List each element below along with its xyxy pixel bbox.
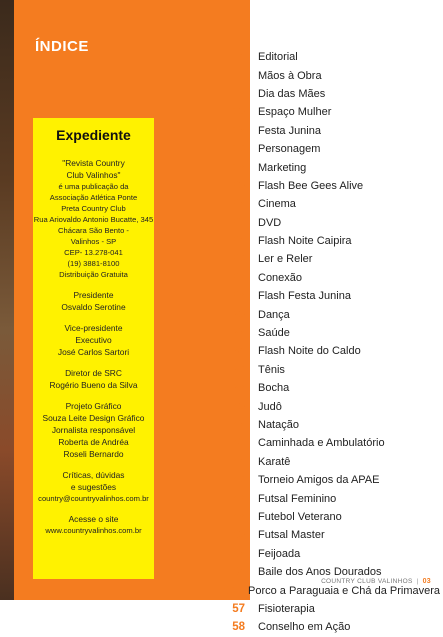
toc-title: Festa Junina [258,124,321,137]
expediente-line: Osvaldo Serotine [61,302,126,312]
toc-page-number: 44 [232,455,245,468]
expediente-line: é uma publicação da [58,182,129,191]
toc-page-number: 20 [232,179,245,192]
toc-title: Futsal Feminino [258,492,337,505]
toc-page-number: 48 [232,510,245,523]
expediente-line: Roberta de Andréa [58,437,129,447]
toc-page-number: 38 [232,382,245,395]
toc-entry[interactable] [205,66,440,84]
page-footer [321,578,431,585]
expediente-spacer [33,358,154,367]
toc-entry[interactable] [205,397,440,415]
toc-title: Fisioterapia [258,602,315,615]
toc-page-number: 46 [232,474,245,487]
expediente-line: Projeto Gráfico [65,401,122,411]
toc-page-number: 47 [232,492,245,505]
toc-page-number: 58 [232,621,245,634]
toc-title: Torneio Amigos da APAE [258,474,380,487]
index-title: ÍNDICE [35,38,89,55]
toc-page-number: 43 [232,437,245,450]
expediente-line: e sugestões [70,482,117,492]
toc-page-number: 54 [232,566,245,579]
expediente-spacer [33,504,154,513]
expediente-line: Souza Leite Design Gráfico [42,413,145,423]
toc-entry[interactable] [205,361,440,379]
toc-title: Caminhada e Ambulatório [258,437,385,450]
toc-page-number: 12 [232,124,245,137]
toc-entry[interactable] [205,287,440,305]
toc-page-number: 32 [232,327,245,340]
expediente-spacer [33,460,154,469]
toc-title: Dia das Mães [258,87,326,100]
expediente-lines [33,157,154,536]
toc-entry[interactable] [205,177,440,195]
toc-page-number: 8 [238,87,245,100]
toc-title: DVD [258,216,282,229]
toc-title: Conselho em Ação [258,621,351,634]
toc-page-number: 24 [232,235,245,248]
expediente-line: CEP- 13.278-041 [64,248,123,257]
expediente-line: Vice-presidente [64,323,123,333]
toc-entry[interactable] [205,140,440,158]
toc-page-number: 57 [232,602,245,615]
toc-title: Flash Noite Caipira [258,235,352,248]
expediente-title: Expediente [56,127,131,143]
toc-title: Flash Festa Junina [258,290,351,303]
toc-entry[interactable] [205,85,440,103]
toc-entry[interactable] [205,600,440,618]
toc-page-number: 56 [222,584,235,597]
expediente-line: Rua Ariovaldo Antonio Bucatte, 345 [33,215,154,224]
toc-page-number: 16 [232,143,245,156]
toc-entry[interactable] [205,232,440,250]
expediente-line: (19) 3881-8100 [67,259,120,268]
toc-title: Natação [258,419,299,431]
toc-entry[interactable] [205,434,440,452]
toc-entry[interactable] [205,48,440,66]
toc-page-number: 42 [232,419,245,431]
expediente-line: Preta Country Club [61,204,126,213]
expediente-line: Valinhos - SP [70,237,117,246]
toc-title: Karatê [258,455,291,468]
toc-title: Bocha [258,382,290,395]
toc-title: Personagem [258,143,321,156]
toc-entry[interactable] [205,471,440,489]
toc-entry[interactable] [205,195,440,213]
toc-page-number: 40 [232,400,245,413]
toc-title: Cinema [258,198,296,211]
toc-page-number: 28 [232,290,245,303]
toc-entry[interactable] [205,324,440,342]
toc-title: Baile dos Anos Dourados [258,566,382,579]
toc-page-number: 4 [238,51,245,64]
toc-title: Judô [258,400,282,413]
expediente-box [33,118,154,579]
expediente-line: Roseli Bernardo [63,449,124,459]
expediente-spacer [33,280,154,289]
expediente-spacer [33,313,154,322]
toc-entry[interactable] [205,545,440,563]
expediente-line: Presidente [73,290,114,300]
toc-page-number: 26 [232,253,245,266]
toc-entry[interactable] [205,453,440,471]
toc-entry[interactable] [205,618,440,636]
toc-page-number: 50 [232,529,245,542]
table-of-contents [205,48,440,637]
toc-entry[interactable] [205,158,440,176]
expediente-line: Distribuição Gratuita [59,270,128,279]
toc-title: Dança [258,308,290,321]
footer-separator: | [416,578,419,585]
expediente-line: Chácara São Bento - [58,226,129,235]
toc-page-number: 36 [232,363,245,376]
toc-page-number: 5 [238,69,245,82]
photo-strip [0,0,14,600]
toc-page-number: 34 [232,345,245,358]
expediente-line: José Carlos Sartori [57,347,130,357]
expediente-line: Acesse o site [68,514,119,524]
toc-title: Futsal Master [258,529,325,542]
toc-title: Feijoada [258,547,301,560]
toc-title: Mãos à Obra [258,69,322,82]
footer-magazine-name: COUNTRY CLUB VALINHOS [321,578,413,585]
toc-title: Ler e Reler [258,253,313,266]
toc-title: Porco a Paraguaia e Chá da Primavera [248,584,440,597]
toc-entry[interactable] [205,250,440,268]
expediente-line: Rogério Bueno da Silva [49,380,138,390]
expediente-line: Executivo [75,335,112,345]
expediente-line: country@countryvalinhos.com.br [38,494,149,503]
toc-title: Marketing [258,161,307,174]
toc-title: Editorial [258,51,298,64]
toc-title: Espaço Mulher [258,106,332,119]
toc-title: Saúde [258,327,290,340]
toc-page-number: 10 [232,106,245,119]
toc-entry[interactable] [205,489,440,507]
toc-page-number: 23 [232,216,245,229]
toc-entry[interactable] [205,214,440,232]
expediente-line: Críticas, dúvidas [62,470,125,480]
toc-entry[interactable] [205,416,440,434]
toc-page-number: 27 [232,271,245,284]
toc-title: Flash Noite do Caldo [258,345,361,358]
expediente-line: "Revista Country [62,158,125,168]
toc-title: Tênis [258,363,285,376]
expediente-line: Club Valinhos" [66,170,121,180]
toc-entry[interactable] [205,508,440,526]
toc-page-number: 52 [232,547,245,560]
toc-page-number: 22 [232,198,245,211]
footer-page-number: 03 [422,578,431,585]
toc-title: Flash Bee Gees Alive [258,179,364,192]
toc-entry[interactable] [205,379,440,397]
expediente-line: www.countryvalinhos.com.br [45,526,142,535]
toc-entry[interactable] [205,269,440,287]
expediente-spacer [33,391,154,400]
toc-entry[interactable] [205,342,440,360]
toc-entry[interactable] [205,103,440,121]
expediente-line: Jornalista responsável [51,425,136,435]
toc-entry[interactable] [205,526,440,544]
expediente-line: Diretor de SRC [65,368,122,378]
toc-entry[interactable] [205,305,440,323]
expediente-line: Associação Atlética Ponte [49,193,138,202]
toc-title: Conexão [258,271,303,284]
toc-page-number: 18 [232,161,245,174]
toc-title: Futebol Veterano [258,510,342,523]
toc-entry[interactable] [205,122,440,140]
toc-page-number: 30 [232,308,245,321]
